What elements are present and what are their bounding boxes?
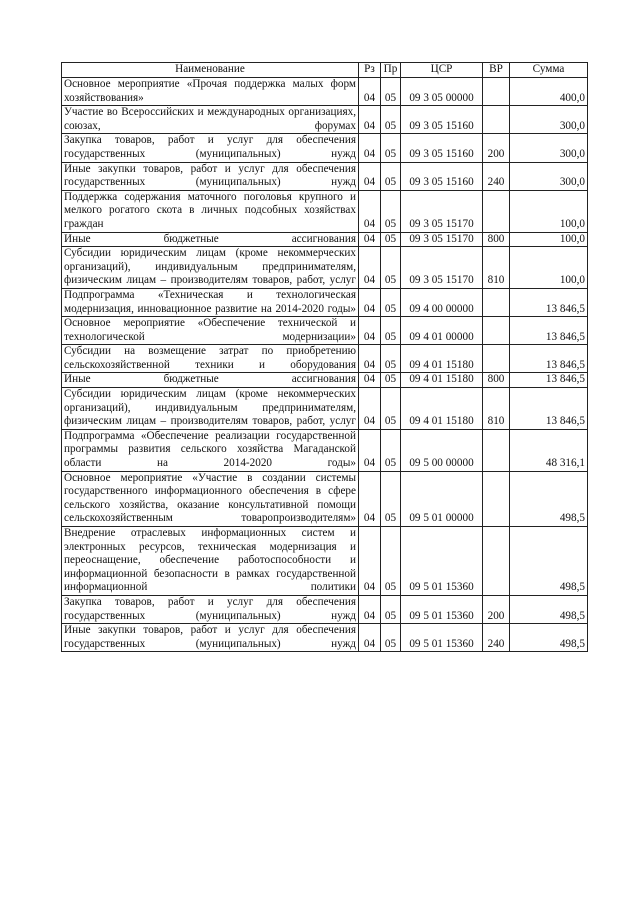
row-rz: 04 bbox=[359, 373, 381, 388]
table-row bbox=[62, 134, 588, 162]
table-row bbox=[62, 78, 588, 106]
row-csr: 09 3 05 15170 bbox=[401, 190, 483, 232]
row-vr bbox=[483, 471, 510, 526]
row-rz: 04 bbox=[359, 345, 381, 373]
row-vr bbox=[483, 288, 510, 316]
table-row bbox=[62, 527, 588, 596]
row-sum: 300,0 bbox=[510, 106, 588, 134]
row-name: Иные бюджетные ассигнования bbox=[62, 373, 359, 388]
row-sum: 100,0 bbox=[510, 190, 588, 232]
row-vr: 810 bbox=[483, 388, 510, 430]
row-rz: 04 bbox=[359, 429, 381, 471]
table-row bbox=[62, 388, 588, 430]
table-row bbox=[62, 106, 588, 134]
row-csr: 09 3 05 00000 bbox=[401, 78, 483, 106]
table-row bbox=[62, 595, 588, 623]
row-rz: 04 bbox=[359, 288, 381, 316]
table-row bbox=[62, 162, 588, 190]
row-pr: 05 bbox=[381, 162, 401, 190]
row-sum: 13 846,5 bbox=[510, 317, 588, 345]
row-rz: 04 bbox=[359, 190, 381, 232]
row-rz: 04 bbox=[359, 106, 381, 134]
row-name: Подпрограмма «Обеспечение реализации государственной программы развития сельского хозяйства Магаданской области на 2014-2020 годы» bbox=[62, 429, 359, 471]
table-row bbox=[62, 190, 588, 232]
row-rz: 04 bbox=[359, 247, 381, 289]
row-pr: 05 bbox=[381, 78, 401, 106]
row-rz: 04 bbox=[359, 388, 381, 430]
row-csr: 09 4 01 15180 bbox=[401, 345, 483, 373]
row-csr: 09 4 00 00000 bbox=[401, 288, 483, 316]
row-vr bbox=[483, 190, 510, 232]
row-name: Подпрограмма «Техническая и технологическая модернизация, инновационное развитие на 2014-2020 годы» bbox=[62, 288, 359, 316]
row-sum: 498,5 bbox=[510, 595, 588, 623]
row-rz: 04 bbox=[359, 232, 381, 247]
table-body bbox=[62, 78, 588, 652]
row-csr: 09 5 01 15360 bbox=[401, 595, 483, 623]
row-csr: 09 4 01 00000 bbox=[401, 317, 483, 345]
row-rz: 04 bbox=[359, 527, 381, 596]
row-pr: 05 bbox=[381, 190, 401, 232]
table-row bbox=[62, 288, 588, 316]
row-vr bbox=[483, 106, 510, 134]
row-name: Субсидии юридическим лицам (кроме некоммерческих организаций), индивидуальным предпринимателям, физическим лицам – производителям товаров, работ, услуг bbox=[62, 247, 359, 289]
row-name: Основное мероприятие «Участие в создании системы государственного информационного обеспечения в сфере сельского хозяйства, оказание консультативной помощи сельскохозяйственным товаропроизводителям» bbox=[62, 471, 359, 526]
row-rz: 04 bbox=[359, 134, 381, 162]
row-vr bbox=[483, 429, 510, 471]
row-sum: 13 846,5 bbox=[510, 288, 588, 316]
header-row bbox=[62, 63, 588, 78]
row-sum: 13 846,5 bbox=[510, 373, 588, 388]
row-pr: 05 bbox=[381, 624, 401, 652]
row-sum: 498,5 bbox=[510, 471, 588, 526]
row-name: Основное мероприятие «Прочая поддержка малых форм хозяйствования» bbox=[62, 78, 359, 106]
header-csr: ЦСР bbox=[401, 63, 483, 78]
row-name: Основное мероприятие «Обеспечение технической и технологической модернизации» bbox=[62, 317, 359, 345]
row-pr: 05 bbox=[381, 595, 401, 623]
row-csr: 09 5 01 00000 bbox=[401, 471, 483, 526]
row-csr: 09 3 05 15170 bbox=[401, 247, 483, 289]
table-row bbox=[62, 232, 588, 247]
row-name: Иные бюджетные ассигнования bbox=[62, 232, 359, 247]
row-vr: 240 bbox=[483, 624, 510, 652]
row-csr: 09 5 00 00000 bbox=[401, 429, 483, 471]
row-name: Поддержка содержания маточного поголовья крупного и мелкого рогатого скота в личных подсобных хозяйствах граждан bbox=[62, 190, 359, 232]
row-vr: 200 bbox=[483, 134, 510, 162]
header-vr: ВР bbox=[483, 63, 510, 78]
row-rz: 04 bbox=[359, 317, 381, 345]
row-name: Субсидии на возмещение затрат по приобретению сельскохозяйственной техники и оборудования bbox=[62, 345, 359, 373]
row-rz: 04 bbox=[359, 595, 381, 623]
row-pr: 05 bbox=[381, 288, 401, 316]
row-pr: 05 bbox=[381, 429, 401, 471]
row-sum: 498,5 bbox=[510, 527, 588, 596]
row-sum: 300,0 bbox=[510, 162, 588, 190]
row-pr: 05 bbox=[381, 317, 401, 345]
row-vr: 810 bbox=[483, 247, 510, 289]
row-pr: 05 bbox=[381, 373, 401, 388]
row-name: Иные закупки товаров, работ и услуг для обеспечения государственных (муниципальных) нужд bbox=[62, 162, 359, 190]
row-name: Закупка товаров, работ и услуг для обеспечения государственных (муниципальных) нужд bbox=[62, 595, 359, 623]
header-pr: Пр bbox=[381, 63, 401, 78]
row-csr: 09 5 01 15360 bbox=[401, 624, 483, 652]
row-vr: 800 bbox=[483, 373, 510, 388]
row-sum: 100,0 bbox=[510, 232, 588, 247]
row-vr bbox=[483, 317, 510, 345]
row-vr: 800 bbox=[483, 232, 510, 247]
row-rz: 04 bbox=[359, 78, 381, 106]
row-vr bbox=[483, 345, 510, 373]
row-rz: 04 bbox=[359, 624, 381, 652]
table-row bbox=[62, 624, 588, 652]
row-csr: 09 3 05 15160 bbox=[401, 162, 483, 190]
row-name: Участие во Всероссийских и международных организациях, союзах, форумах bbox=[62, 106, 359, 134]
row-csr: 09 3 05 15170 bbox=[401, 232, 483, 247]
table-header bbox=[62, 63, 588, 78]
row-csr: 09 5 01 15360 bbox=[401, 527, 483, 596]
row-name: Закупка товаров, работ и услуг для обеспечения государственных (муниципальных) нужд bbox=[62, 134, 359, 162]
header-name: Наименование bbox=[62, 63, 359, 78]
row-csr: 09 3 05 15160 bbox=[401, 106, 483, 134]
row-sum: 13 846,5 bbox=[510, 345, 588, 373]
row-pr: 05 bbox=[381, 247, 401, 289]
table-row bbox=[62, 429, 588, 471]
row-pr: 05 bbox=[381, 527, 401, 596]
row-sum: 13 846,5 bbox=[510, 388, 588, 430]
row-name: Субсидии юридическим лицам (кроме некоммерческих организаций), индивидуальным предпринимателям, физическим лицам – производителям товаров, работ, услуг bbox=[62, 388, 359, 430]
row-csr: 09 3 05 15160 bbox=[401, 134, 483, 162]
row-name: Иные закупки товаров, работ и услуг для обеспечения государственных (муниципальных) нужд bbox=[62, 624, 359, 652]
row-vr bbox=[483, 527, 510, 596]
row-sum: 48 316,1 bbox=[510, 429, 588, 471]
row-vr: 200 bbox=[483, 595, 510, 623]
row-sum: 400,0 bbox=[510, 78, 588, 106]
row-pr: 05 bbox=[381, 345, 401, 373]
row-pr: 05 bbox=[381, 471, 401, 526]
row-vr bbox=[483, 78, 510, 106]
row-vr: 240 bbox=[483, 162, 510, 190]
budget-table bbox=[61, 62, 588, 652]
table-row bbox=[62, 317, 588, 345]
row-sum: 100,0 bbox=[510, 247, 588, 289]
table-row bbox=[62, 345, 588, 373]
row-name: Внедрение отраслевых информационных систем и электронных ресурсов, техническая модернизация и переоснащение, обеспечение работоспособности и информационной безопасности в рамках государственной информационной политики bbox=[62, 527, 359, 596]
row-rz: 04 bbox=[359, 471, 381, 526]
table-row bbox=[62, 373, 588, 388]
header-sum: Сумма bbox=[510, 63, 588, 78]
row-csr: 09 4 01 15180 bbox=[401, 373, 483, 388]
row-pr: 05 bbox=[381, 232, 401, 247]
table-row bbox=[62, 247, 588, 289]
row-pr: 05 bbox=[381, 388, 401, 430]
row-rz: 04 bbox=[359, 162, 381, 190]
row-sum: 300,0 bbox=[510, 134, 588, 162]
row-sum: 498,5 bbox=[510, 624, 588, 652]
row-csr: 09 4 01 15180 bbox=[401, 388, 483, 430]
row-pr: 05 bbox=[381, 106, 401, 134]
table-row bbox=[62, 471, 588, 526]
row-pr: 05 bbox=[381, 134, 401, 162]
header-rz: Рз bbox=[359, 63, 381, 78]
